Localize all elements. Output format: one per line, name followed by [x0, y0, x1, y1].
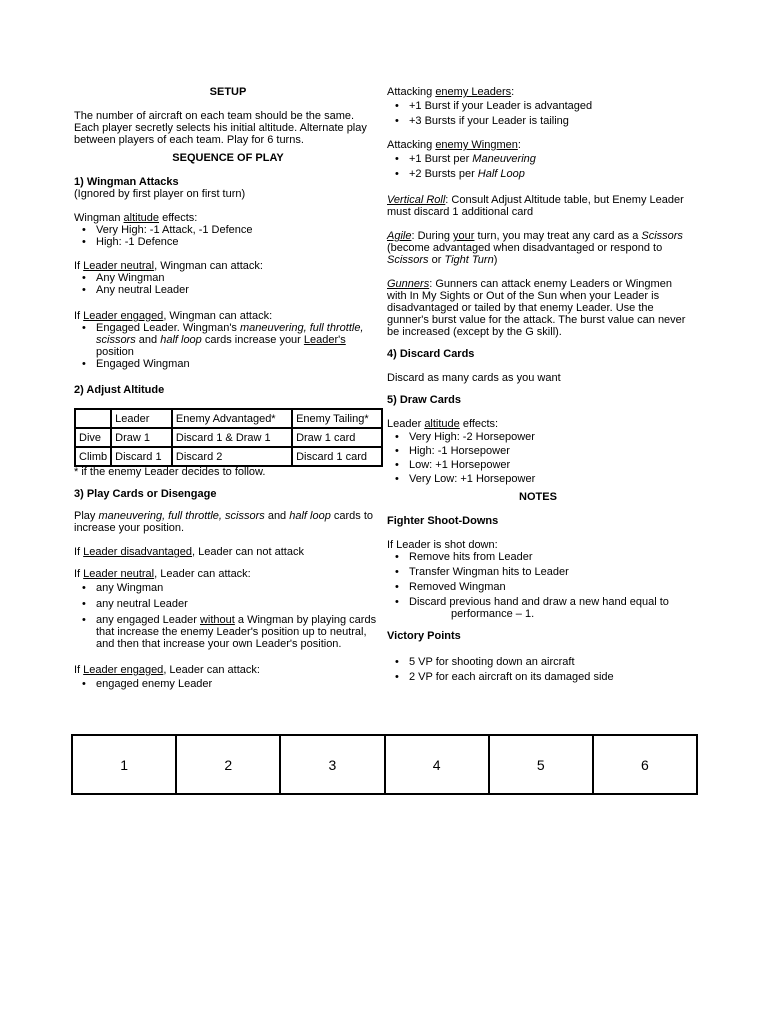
discard-cards-title: 4) Discard Cards: [387, 348, 475, 360]
table-cell: Draw 1 card: [292, 428, 382, 447]
list-item: • Removed Wingman: [409, 581, 689, 593]
wingman-altitude-list: [74, 224, 382, 248]
list-item: • High: -1 Defence: [96, 236, 382, 248]
table-cell: Enemy Advantaged*: [172, 409, 292, 428]
play-cards-title: 3) Play Cards or Disengage: [74, 488, 217, 500]
list-item: • 2 VP for each aircraft on its damaged side: [409, 671, 689, 683]
list-item: • Discard previous hand and draw a new hand equal to performance – 1.: [409, 596, 689, 620]
list-item: • any Wingman: [96, 582, 382, 594]
turn-cell-6: 6: [641, 756, 649, 773]
wingman-altitude-heading: Wingman altitude effects:: [74, 212, 198, 224]
turn-cell-2: 2: [177, 736, 281, 793]
leader-neutral-heading: If Leader neutral, Leader can attack:: [74, 568, 251, 580]
table-cell: Climb: [75, 447, 111, 466]
table-cell: Discard 1: [111, 447, 172, 466]
turn-cell-3: 3: [281, 736, 385, 793]
wingman-engaged-heading: If Leader engaged, Wingman can attack:: [74, 310, 273, 322]
fighter-shootdowns-intro: If Leader is shot down:: [387, 539, 498, 551]
leader-engaged-heading: If Leader engaged, Leader can attack:: [74, 664, 260, 676]
list-item: • any engaged Leader without a Wingman by playing cards that increase the enemy Leader's position up to neutral, and then that increase your own Leader's position.: [96, 614, 382, 650]
list-item: • Remove hits from Leader: [409, 551, 689, 563]
altitude-table: [74, 408, 383, 467]
vertical-roll-text: Vertical Roll: Consult Adjust Altitude table, but Enemy Leader must discard 1 additional card: [387, 194, 684, 218]
adjust-altitude-title: 2) Adjust Altitude: [74, 384, 165, 396]
notes-title: NOTES: [519, 491, 557, 503]
table-cell: Discard 1 & Draw 1: [172, 428, 292, 447]
list-item: • engaged enemy Leader: [96, 678, 382, 690]
list-item: • Transfer Wingman hits to Leader: [409, 566, 689, 578]
fighter-shootdowns-title: Fighter Shoot-Downs: [387, 515, 499, 527]
turn-cell-4: 4: [386, 736, 490, 793]
left-column: [74, 86, 382, 690]
list-item: • Low: +1 Horsepower: [409, 459, 689, 471]
table-footnote: * if the enemy Leader decides to follow.: [74, 466, 266, 478]
table-row: [75, 428, 382, 447]
list-item: • Very Low: +1 Horsepower: [409, 473, 689, 485]
victory-points-list: [387, 656, 689, 683]
turn-cell-1: 1: [73, 736, 177, 793]
list-item: • 5 VP for shooting down an aircraft: [409, 656, 689, 668]
turn-track: [71, 734, 698, 795]
list-item: • Very High: -2 Horsepower: [409, 431, 689, 443]
gunners-text: Gunners: Gunners can attack enemy Leaders or Wingmen with In My Sights or Out of the Sun when your Leader is disadvantaged or tailed by that enemy Leader. Use the gunner's burst value for the attack. The burst value can never be increased (except by the G skill).: [387, 278, 686, 338]
list-item: • Engaged Wingman: [96, 358, 382, 370]
list-item: • High: -1 Horsepower: [409, 445, 689, 457]
list-item: • +1 Burst if your Leader is advantaged: [409, 100, 689, 112]
wingman-neutral-heading: If Leader neutral, Wingman can attack:: [74, 260, 263, 272]
table-cell: Discard 2: [172, 447, 292, 466]
list-item: • any neutral Leader: [96, 598, 382, 610]
play-cards-text: Play maneuvering, full throttle, scissors and half loop cards to increase your position.: [74, 510, 374, 534]
table-cell: Leader: [111, 409, 172, 428]
table-cell: Draw 1: [111, 428, 172, 447]
leader-altitude-heading: Leader altitude effects:: [387, 418, 499, 430]
table-cell: Discard 1 card: [292, 447, 382, 466]
list-item: • Any Wingman: [96, 272, 382, 284]
victory-points-title: Victory Points: [387, 630, 461, 642]
sequence-title: SEQUENCE OF PLAY: [172, 152, 284, 164]
list-item: • Very High: -1 Attack, -1 Defence: [96, 224, 382, 236]
table-header-row: [75, 409, 382, 428]
attacking-leaders-list: [387, 100, 689, 127]
wingman-attacks-title: 1) Wingman Attacks: [74, 176, 179, 188]
leader-disadvantaged-text: If Leader disadvantaged, Leader can not attack: [74, 546, 304, 558]
draw-cards-title: 5) Draw Cards: [387, 394, 461, 406]
agile-text: Agile: During your turn, you may treat any card as a Scissors (become advantaged when disadvantaged or respond to Scissors or Tight Turn): [387, 230, 683, 266]
leader-neutral-list: [74, 582, 382, 650]
setup-title: SETUP: [209, 86, 247, 98]
right-column: [387, 86, 689, 683]
list-item: • +2 Bursts per Half Loop: [409, 168, 689, 180]
list-item: • Any neutral Leader: [96, 284, 382, 296]
table-cell: Dive: [75, 428, 111, 447]
list-item: • +1 Burst per Maneuvering: [409, 153, 689, 165]
leader-engaged-list: [74, 678, 382, 690]
setup-text: The number of aircraft on each team should be the same. Each player secretly selects his initial altitude. Alternate play between players of each team. Play for 6 turns.: [74, 110, 367, 146]
table-row: [75, 447, 382, 466]
list-item: • +3 Bursts if your Leader is tailing: [409, 115, 689, 127]
attacking-leaders-heading: Attacking enemy Leaders:: [387, 86, 515, 98]
table-cell: [75, 409, 111, 428]
attacking-wingmen-heading: Attacking enemy Wingmen:: [387, 139, 521, 151]
fighter-shootdowns-list: [387, 551, 689, 620]
list-item: • Engaged Leader. Wingman's maneuvering, full throttle, scissors and half loop cards increase your Leader's position: [96, 322, 382, 358]
wingman-neutral-list: [74, 272, 382, 296]
wingman-engaged-list: [74, 322, 382, 370]
table-cell: Enemy Tailing*: [292, 409, 382, 428]
discard-cards-text: Discard as many cards as you want: [387, 372, 561, 384]
turn-cell-5: 5: [490, 736, 594, 793]
wingman-attacks-note: (Ignored by first player on first turn): [74, 188, 246, 200]
leader-altitude-list: [387, 431, 689, 485]
attacking-wingmen-list: [387, 153, 689, 180]
